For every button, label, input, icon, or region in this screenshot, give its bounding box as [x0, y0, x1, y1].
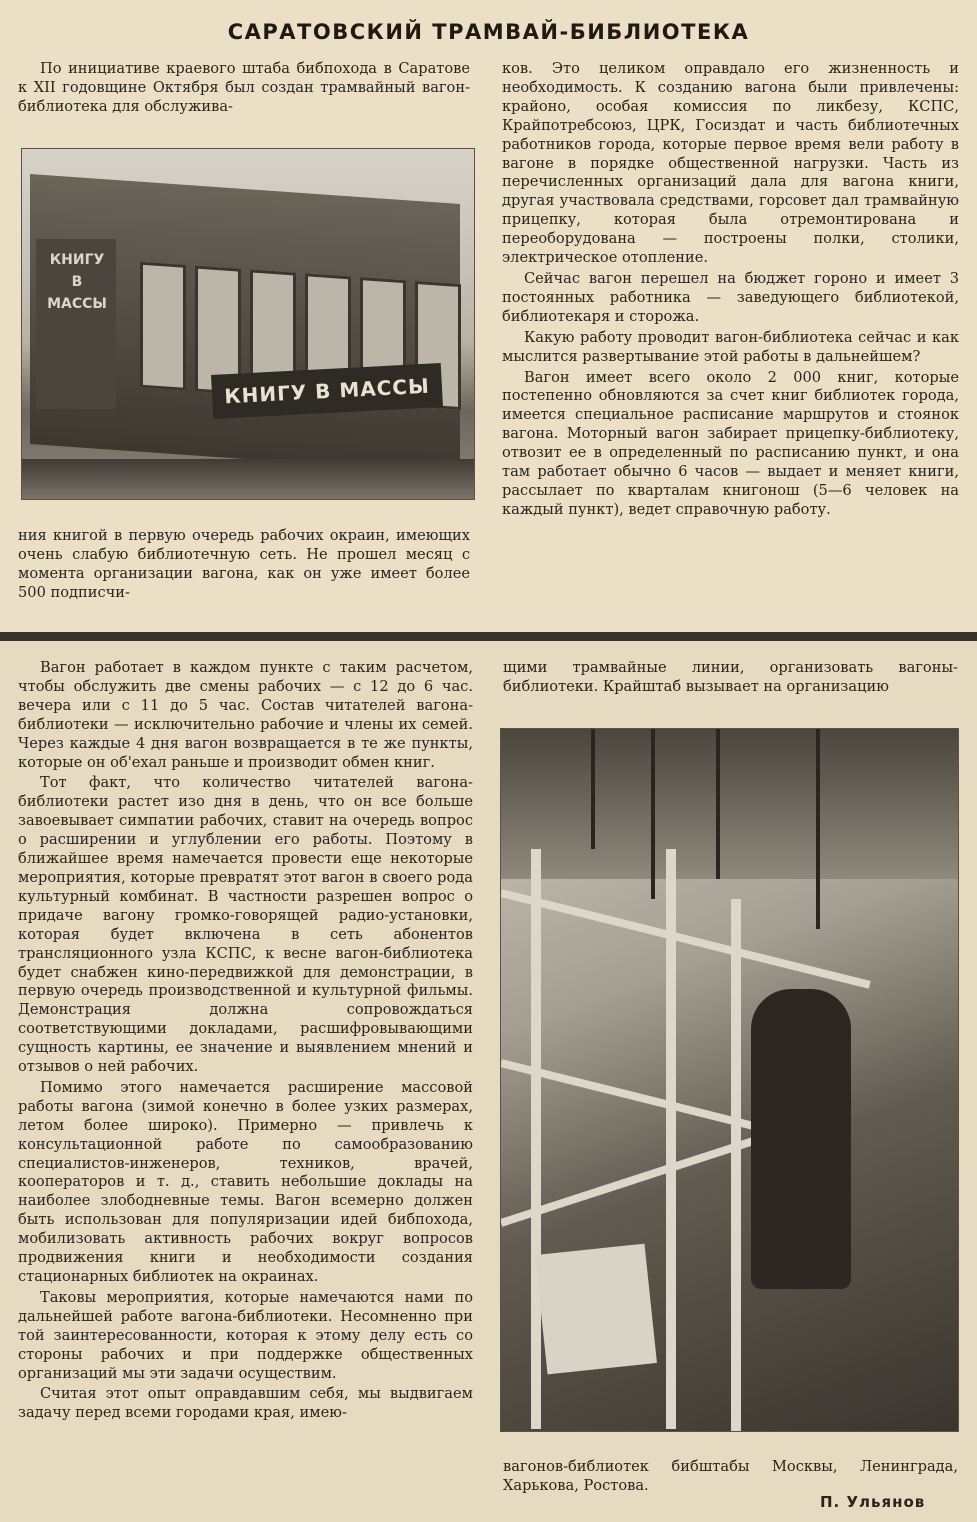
hanging-strap [816, 729, 820, 929]
tram-rail [22, 459, 474, 499]
shelf-post [731, 899, 741, 1432]
paragraph: ков. Это целиком оправдало его жизненность и необходимость. К созданию вагона были привлечены: крайоно, особая комиссия по ликбезу, КСПС, Крайпотребсоюз, ЦРК, Госиздат и часть библиотечных работников города, которые первое время вели работу в вагоне в порядке общественной нагрузки. Часть из перечисленных организаций дала для вагона книги, другая участвовала средствами, горсовет дал трамвайную прицепку, которая была отремонтирована и переоборудована — построены полки, столики, электрическое отопление. [502, 60, 959, 267]
paragraph: Тот факт, что количество читателей вагона-библиотеки растет изо дня в день, что он все больше завоевывает симпатии рабочих, ставит на очередь вопрос о расширении и углублении его работы. Поэтому в ближайшее время намечается провести еще некоторые мероприятия, которые превратят этот вагон в своего рода культурный комбинат. В частности разрешен вопрос о придаче вагону громко-говорящей радио-установки, которая будет включена в сеть абонентов трансляционного узла КСПС, к весне вагон-библиотека будет снабжен кино-передвижкой для демонстрации, в первую очередь производственной и культурной фильмы. Демонстрация должна сопровождаться соответствующими докладами, расшифровывающими сущность картины, ее значение и выявлением мнений и отзывов о ней рабочих. [18, 774, 473, 1076]
interior-poster [535, 1244, 657, 1375]
paragraph: Вагон работает в каждом пункте с таким расчетом, чтобы обслужить две смены рабочих — с 12 до 6 час. вечера или с 11 до 5 час. Состав читателей вагона-библиотеки — исключительно рабочие и члены их семей. Через каждые 4 дня вагон возвращается в те же пункты, которые он об'ехал раньше и производит обмен книг. [18, 659, 473, 771]
paragraph: По инициативе краевого штаба бибпохода в Саратове к XII годовщине Октября был создан трамвайный вагон-библиотека для обслужива- [18, 60, 470, 115]
paragraph: вагонов-библиотек бибштабы Москвы, Ленинграда, Харькова, Ростова. [503, 1458, 958, 1494]
author-signature: П. Ульянов [820, 1493, 926, 1511]
bottom-right-column-intro [503, 659, 958, 697]
shelf-board [500, 1059, 793, 1139]
page-divider [0, 632, 977, 641]
tram-side-sign: КНИГУ В МАССЫ [211, 363, 443, 419]
shelf-post [531, 849, 541, 1429]
interior-ceiling [501, 729, 958, 879]
top-right-column [502, 60, 959, 520]
librarian-figure [751, 989, 851, 1289]
top-left-column-continued [18, 527, 470, 603]
hanging-strap [716, 729, 720, 879]
paragraph: щими трамвайные линии, организовать вагоны-библиотеки. Крайштаб вызывает на организацию [503, 659, 958, 695]
top-page [0, 0, 977, 632]
paragraph: ния книгой в первую очередь рабочих окраин, имеющих очень слабую библиотечную сеть. Не прошел месяц с момента организации вагона, как он уже имеет более 500 подписчи- [18, 527, 470, 601]
paragraph: Считая этот опыт оправдавшим себя, мы выдвигаем задачу перед всеми городами края, имею- [18, 1385, 473, 1422]
tram-window [140, 262, 186, 391]
paragraph: Помимо этого намечается расширение массовой работы вагона (зимой конечно в более узких размерах, летом более широко). Примерно — привлечь к консультационной работе по самообразованию специалистов-инженеров, техников, врачей, кооператоров и т. д., ставить небольшие доклады на наиболее злободневные темы. Вагон всемерно должен быть использован для популяризации идей бибпохода, мобилизовать активность рабочих вокруг вопросов продвижения книги и необходимости создания стационарных библиотек на окраинах. [18, 1078, 473, 1285]
tram-front-sign: КНИГУ В МАССЫ [47, 252, 107, 312]
bottom-left-column [18, 659, 473, 1423]
hanging-strap [651, 729, 655, 899]
page-title: САРАТОВСКИЙ ТРАМВАЙ-БИБЛИОТЕКА [227, 20, 750, 44]
bottom-right-column-continued [503, 1458, 958, 1496]
top-left-column-intro [18, 60, 470, 117]
paragraph: Вагон имеет всего около 2 000 книг, которые постепенно обновляются за счет книг библиотек города, имеется специальное расписание маршрутов и стоянок вагона. Моторный вагон забирает прицепку-библиотеку, отвозит ее в определенный по расписанию пункт, и она там работает обычно 6 часов — выдает и меняет книги, рассылает по кварталам книгонош (5—6 человек на каждый пункт), ведет справочную работу. [502, 368, 959, 518]
paragraph: Сейчас вагон перешел на бюджет гороно и имеет 3 постоянных работника — заведующего библиотекой, библиотекаря и сторожа. [502, 269, 959, 325]
tram-interior-photo [500, 728, 959, 1432]
paragraph: Таковы мероприятия, которые намечаются нами по дальнейшей работе вагона-библиотеки. Несомненно при той заинтересованности, которая к этому делу есть со стороны рабочих и при поддержке общественных организаций мы эти задачи осуществим. [18, 1288, 473, 1382]
tram-exterior-photo [21, 148, 475, 500]
paragraph: Какую работу проводит вагон-библиотека сейчас и как мыслится развертывание этой работы в дальнейшем? [502, 328, 959, 365]
hanging-strap [591, 729, 595, 849]
